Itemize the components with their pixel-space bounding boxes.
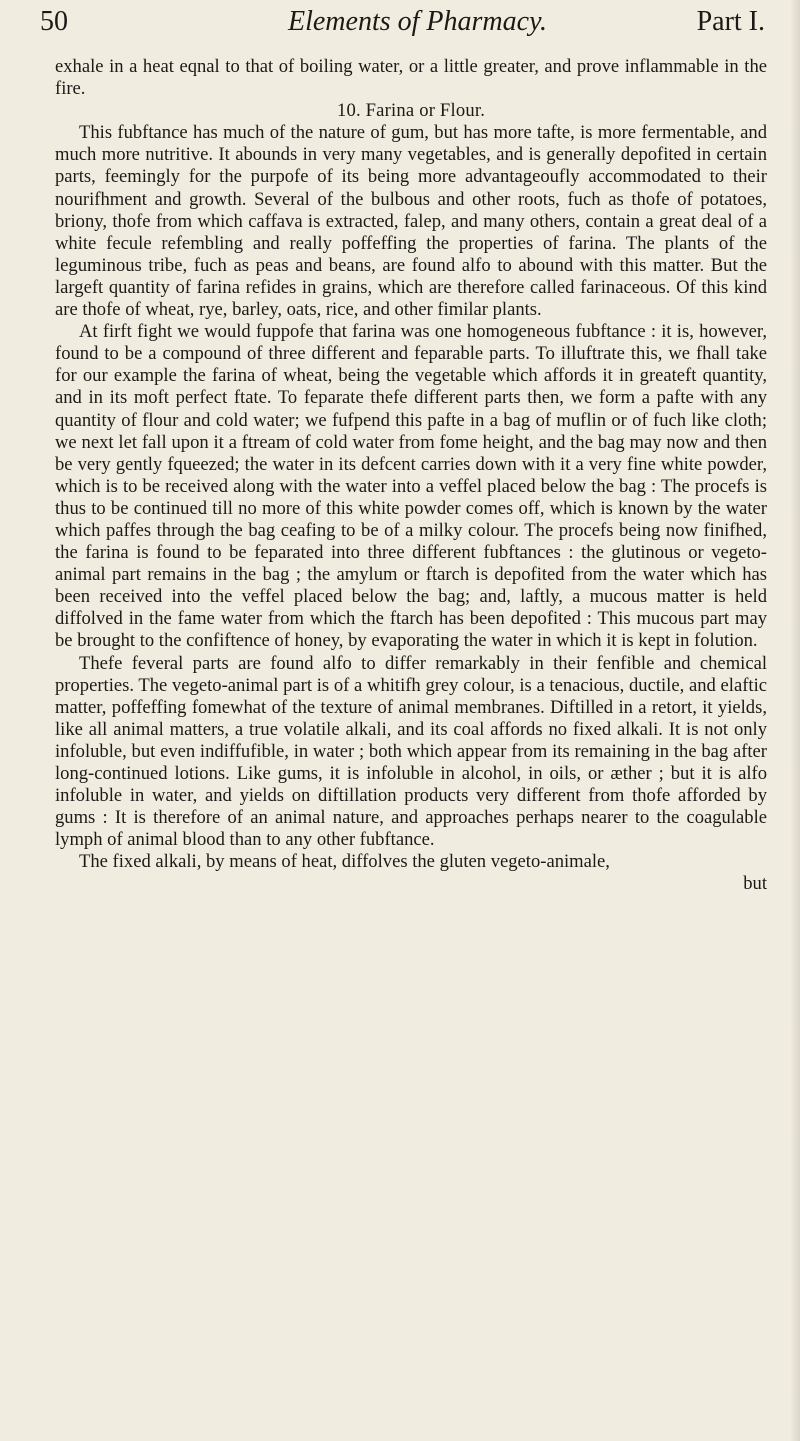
body-text	[55, 56, 767, 896]
running-header	[40, 6, 765, 46]
paragraph-fixed-alkali: The fixed alkali, by means of heat, diffolves the gluten vegeto-animale,	[79, 851, 610, 873]
page-edge-shadow	[790, 0, 800, 1441]
paragraph-farina-separation: At firft fight we would fuppofe that farina was one homogeneous fubftance : it is, however, found to be a compound of three different and feparable parts. To illuftrate this, we fhall take for our example the farina of wheat, being the vegetable which affords it in greateft quantity, and in its moft perfect ftate. To feparate thefe different parts then, we form a pafte with any quantity of flour and cold water; we fufpend this pafte in a bag of muflin or of fuch like cloth; we next let fall upon it a ftream of cold water from fome height, and the bag may now and then be very gently fqueezed; the water in its defcent carries down with it a very fine white powder, which is to be received along with the water into a veffel placed below the bag : The procefs is thus to be continued till no more of this white powder comes off, which is known by the water which paffes through the bag ceafing to be of a milky colour. The procefs being now finifhed, the farina is found to be feparated into three different fubftances : the glutinous or vegeto-animal part remains in the bag ; the amylum or ftarch is depofited from the water which has been received into the veffel placed below the bag; and, laftly, a mucous matter is held diffolved in the fame water from which the ftarch has been depofited : This mucous part may be brought to the confiftence of honey, by evaporating the water in which it is kept in folution.	[55, 321, 767, 652]
paragraph-farina-properties: Thefe feveral parts are found alfo to differ remarkably in their fenfible and chemical properties. The vegeto-animal part is of a whitifh grey colour, is a tenacious, ductile, and elaftic matter, poffeffing fomewhat of the texture of animal membranes. Diftilled in a retort, it yields, like all animal matters, a true volatile alkali, and its coal affords no fixed alkali. It is not only infoluble, but even indiffufible, in water ; both which appear from its remaining in the bag after long-continued lotions. Like gums, it is infoluble in alcohol, in oils, or æther ; but it is alfo infoluble in water, and yields on diftillation products very different from thofe afforded by gums : It is therefore of an animal nature, and approaches perhaps nearer to the coagulable lymph of animal blood than to any other fubftance.	[55, 652, 767, 851]
section-heading: 10. Farina or Flour.	[336, 100, 486, 122]
page-number: 50	[40, 6, 68, 37]
catchword: but	[743, 873, 767, 895]
paragraph-farina-intro: This fubftance has much of the nature of gum, but has more tafte, is more fermentable, and much more nutritive. It abounds in very many vegetables, and is generally depofited in certain parts, feemingly for the purpofe of its being more advantageoufly accommodated to their nourifhment and growth. Several of the bulbous and other roots, fuch as thofe of potatoes, briony, thofe from which caffava is extracted, falep, and many others, contain a great deal of a white fecule refembling and really poffeffing the properties of farina. The plants of the leguminous tribe, fuch as peas and beans, are found alfo to abound with this matter. But the largeft quantity of farina refides in grains, which are therefore called farinaceous. Of this kind are thofe of wheat, rye, barley, oats, rice, and other fimilar plants.	[55, 122, 767, 321]
paragraph-continuation: exhale in a heat eqnal to that of boiling water, or a little greater, and prove inflammable in the fire.	[55, 56, 767, 100]
part-label: Part I.	[696, 6, 765, 37]
running-title: Elements of Pharmacy.	[288, 6, 547, 37]
